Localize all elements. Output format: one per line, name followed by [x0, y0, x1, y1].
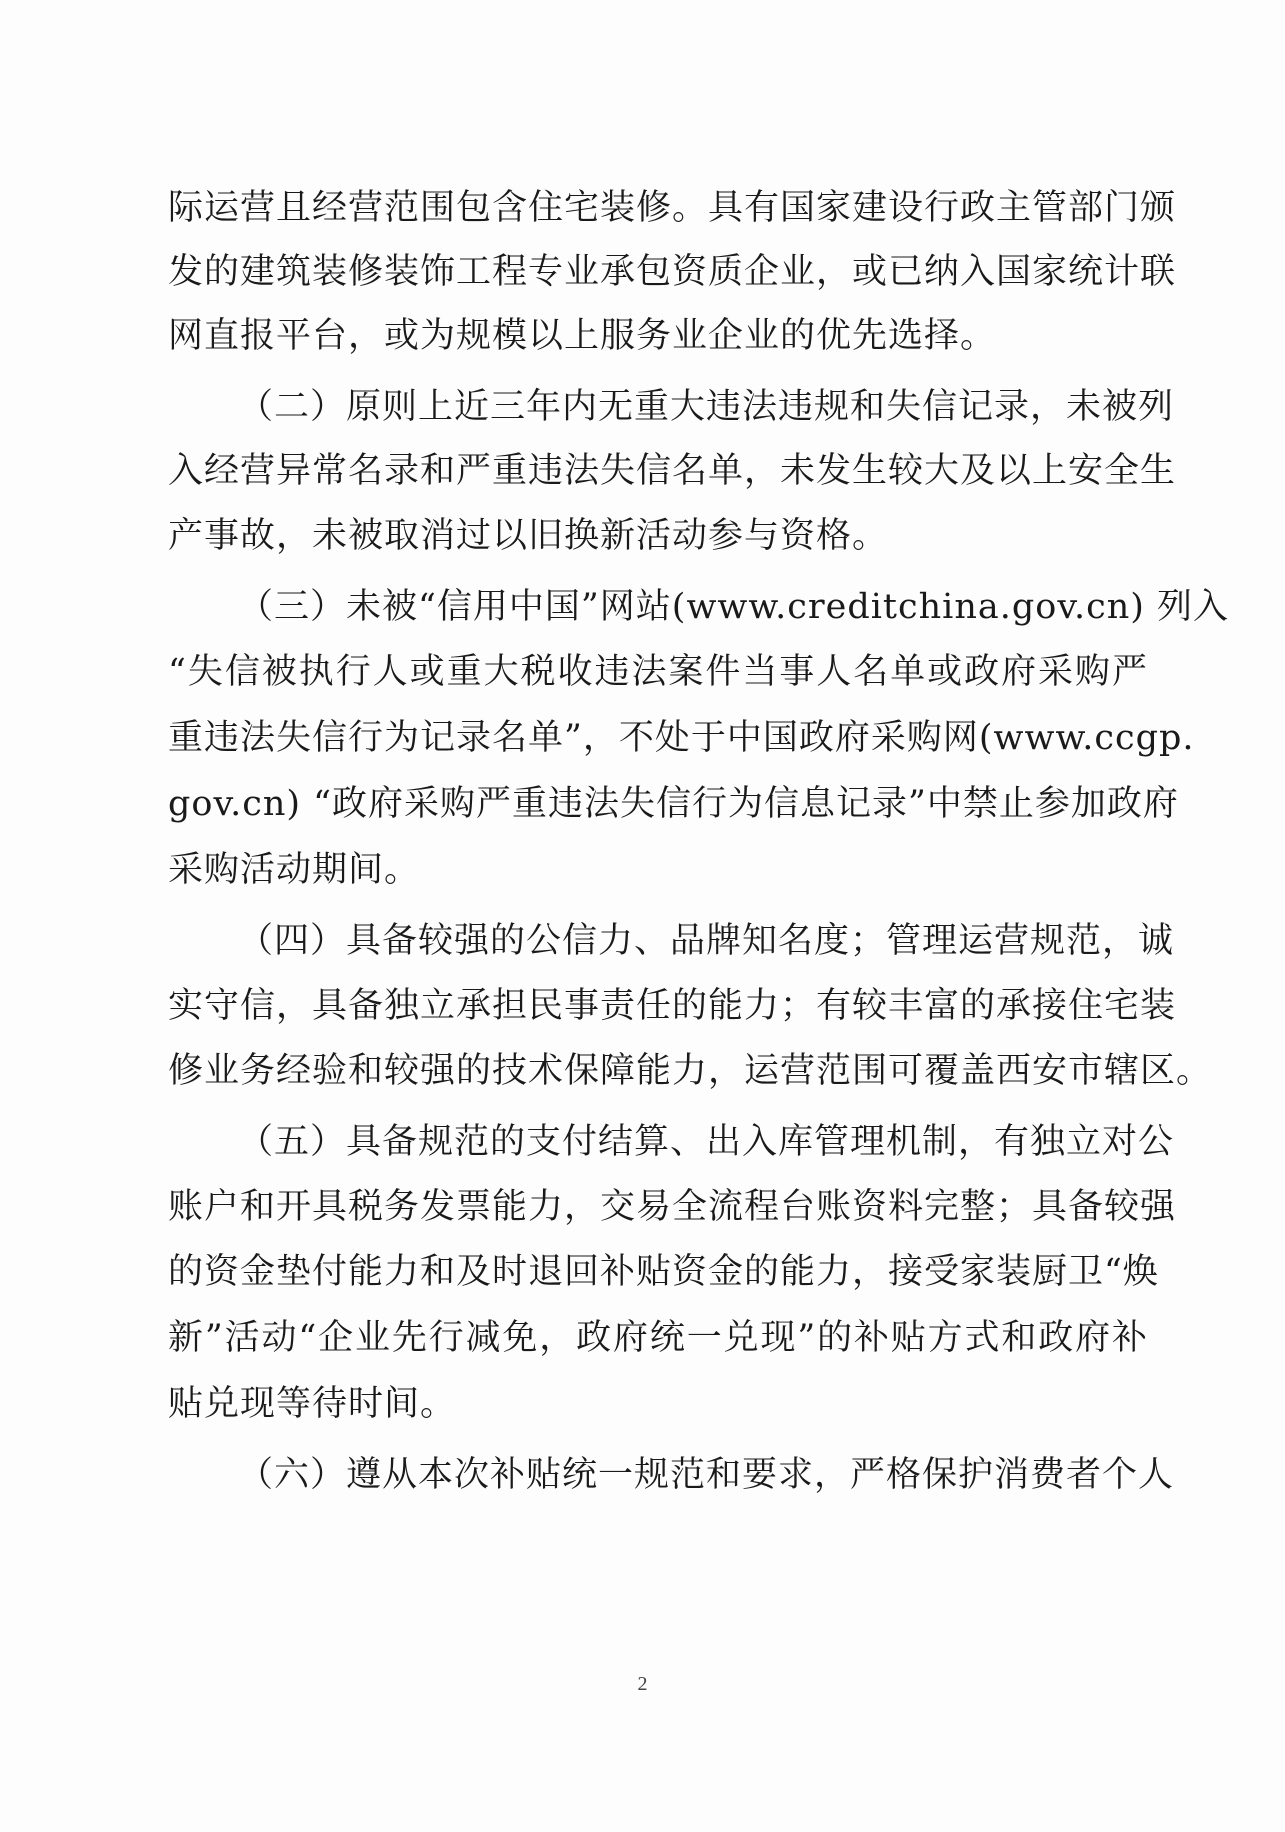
- text-line-1: 际运营且经营范围包含住宅装修。具有国家建设行政主管部门颁: [168, 188, 1177, 228]
- text-line-11: 采购活动期间。: [168, 850, 421, 890]
- page-number: 2: [637, 1673, 648, 1695]
- paragraph-2-line-1: （二）原则上近三年内无重大违法违规和失信记录，未被列: [238, 387, 1175, 427]
- paragraph-4-line-1: （四）具备较强的公信力、品牌知名度；管理运营规范，诚: [238, 921, 1175, 961]
- text-line-17: 的资金垫付能力和及时退回补贴资金的能力，接受家装厨卫“焕: [168, 1252, 1159, 1292]
- text-line-9: 重违法失信行为记录名单”，不处于中国政府采购网(www.ccgp.: [168, 718, 1195, 758]
- text-line-18: 新”活动“企业先行减免，政府统一兑现”的补贴方式和政府补: [168, 1318, 1148, 1358]
- text-line-10: gov.cn) “政府采购严重违法失信行为信息记录”中禁止参加政府: [168, 784, 1179, 824]
- text-line-19: 贴兑现等待时间。: [168, 1384, 457, 1424]
- text-line-14: 修业务经验和较强的技术保障能力，运营范围可覆盖西安市辖区。: [168, 1051, 1213, 1091]
- paragraph-3-line-1: （三）未被“信用中国”网站(www.creditchina.gov.cn) 列入: [238, 587, 1230, 627]
- paragraph-5-line-1: （五）具备规范的支付结算、出入库管理机制，有独立对公: [238, 1122, 1175, 1162]
- text-line-13: 实守信，具备独立承担民事责任的能力；有较丰富的承接住宅装: [168, 986, 1177, 1026]
- text-line-3: 网直报平台，或为规模以上服务业企业的优先选择。: [168, 316, 997, 356]
- text-line-6: 产事故，未被取消过以旧换新活动参与资格。: [168, 516, 889, 556]
- text-line-8: “失信被执行人或重大税收违法案件当事人名单或政府采购严: [168, 652, 1148, 692]
- text-line-5: 入经营异常名录和严重违法失信名单，未发生较大及以上安全生: [168, 451, 1177, 491]
- paragraph-6-line-1: （六）遵从本次补贴统一规范和要求，严格保护消费者个人: [238, 1455, 1175, 1495]
- text-line-16: 账户和开具税务发票能力，交易全流程台账资料完整；具备较强: [168, 1187, 1177, 1227]
- text-line-2: 发的建筑装修装饰工程专业承包资质企业，或已纳入国家统计联: [168, 252, 1177, 292]
